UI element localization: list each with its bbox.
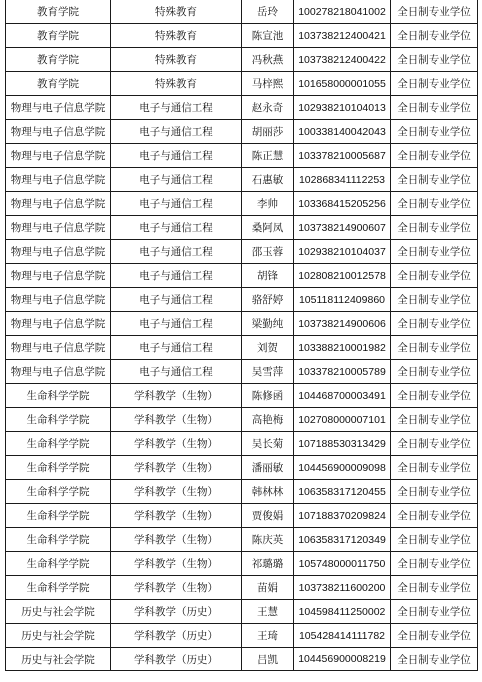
major-cell: 特殊教育 bbox=[111, 72, 242, 96]
table-row bbox=[6, 96, 478, 120]
student-name-cell: 陈宣池 bbox=[242, 24, 294, 48]
student-name-cell: 王琦 bbox=[242, 624, 294, 648]
admission-table-body bbox=[6, 0, 478, 671]
major-cell: 电子与通信工程 bbox=[111, 96, 242, 120]
degree-type-cell: 全日制专业学位 bbox=[391, 504, 478, 528]
admission-table bbox=[5, 0, 478, 671]
college-cell: 生命科学学院 bbox=[6, 456, 111, 480]
major-cell: 学科教学（生物） bbox=[111, 576, 242, 600]
student-name-cell: 冯秋燕 bbox=[242, 48, 294, 72]
degree-type-cell: 全日制专业学位 bbox=[391, 120, 478, 144]
degree-type-cell: 全日制专业学位 bbox=[391, 240, 478, 264]
student-name-cell: 苗娟 bbox=[242, 576, 294, 600]
major-cell: 特殊教育 bbox=[111, 24, 242, 48]
degree-type-cell: 全日制专业学位 bbox=[391, 336, 478, 360]
table-row bbox=[6, 240, 478, 264]
degree-type-cell: 全日制专业学位 bbox=[391, 408, 478, 432]
candidate-id-cell: 103738211600200 bbox=[294, 576, 391, 600]
major-cell: 电子与通信工程 bbox=[111, 264, 242, 288]
candidate-id-cell: 103378210005789 bbox=[294, 360, 391, 384]
degree-type-cell: 全日制专业学位 bbox=[391, 288, 478, 312]
major-cell: 电子与通信工程 bbox=[111, 168, 242, 192]
candidate-id-cell: 104456900009098 bbox=[294, 456, 391, 480]
degree-type-cell: 全日制专业学位 bbox=[391, 624, 478, 648]
candidate-id-cell: 104598411250002 bbox=[294, 600, 391, 624]
college-cell: 物理与电子信息学院 bbox=[6, 240, 111, 264]
table-row bbox=[6, 0, 478, 24]
student-name-cell: 桑阿凤 bbox=[242, 216, 294, 240]
degree-type-cell: 全日制专业学位 bbox=[391, 24, 478, 48]
degree-type-cell: 全日制专业学位 bbox=[391, 168, 478, 192]
college-cell: 物理与电子信息学院 bbox=[6, 264, 111, 288]
table-row bbox=[6, 432, 478, 456]
degree-type-cell: 全日制专业学位 bbox=[391, 384, 478, 408]
college-cell: 历史与社会学院 bbox=[6, 624, 111, 648]
college-cell: 生命科学学院 bbox=[6, 528, 111, 552]
student-name-cell: 陈修函 bbox=[242, 384, 294, 408]
college-cell: 生命科学学院 bbox=[6, 480, 111, 504]
table-row bbox=[6, 24, 478, 48]
table-row bbox=[6, 192, 478, 216]
table-row bbox=[6, 48, 478, 72]
candidate-id-cell: 107188370209824 bbox=[294, 504, 391, 528]
major-cell: 电子与通信工程 bbox=[111, 336, 242, 360]
table-row bbox=[6, 216, 478, 240]
candidate-id-cell: 105118112409860 bbox=[294, 288, 391, 312]
student-name-cell: 祁璐璐 bbox=[242, 552, 294, 576]
student-name-cell: 陈正慧 bbox=[242, 144, 294, 168]
degree-type-cell: 全日制专业学位 bbox=[391, 456, 478, 480]
table-row bbox=[6, 408, 478, 432]
table-row bbox=[6, 120, 478, 144]
candidate-id-cell: 104456900008219 bbox=[294, 648, 391, 671]
candidate-id-cell: 100338140042043 bbox=[294, 120, 391, 144]
table-row bbox=[6, 384, 478, 408]
student-name-cell: 贾俊娟 bbox=[242, 504, 294, 528]
candidate-id-cell: 102938210104037 bbox=[294, 240, 391, 264]
table-row bbox=[6, 360, 478, 384]
candidate-id-cell: 104468700003491 bbox=[294, 384, 391, 408]
major-cell: 学科教学（生物） bbox=[111, 408, 242, 432]
degree-type-cell: 全日制专业学位 bbox=[391, 528, 478, 552]
student-name-cell: 高艳梅 bbox=[242, 408, 294, 432]
college-cell: 物理与电子信息学院 bbox=[6, 312, 111, 336]
degree-type-cell: 全日制专业学位 bbox=[391, 480, 478, 504]
candidate-id-cell: 102708000007101 bbox=[294, 408, 391, 432]
major-cell: 电子与通信工程 bbox=[111, 192, 242, 216]
candidate-id-cell: 103738214900607 bbox=[294, 216, 391, 240]
candidate-id-cell: 102808210012578 bbox=[294, 264, 391, 288]
table-row bbox=[6, 624, 478, 648]
major-cell: 电子与通信工程 bbox=[111, 312, 242, 336]
degree-type-cell: 全日制专业学位 bbox=[391, 360, 478, 384]
major-cell: 学科教学（历史） bbox=[111, 600, 242, 624]
college-cell: 历史与社会学院 bbox=[6, 600, 111, 624]
college-cell: 物理与电子信息学院 bbox=[6, 168, 111, 192]
major-cell: 学科教学（历史） bbox=[111, 624, 242, 648]
major-cell: 特殊教育 bbox=[111, 0, 242, 24]
college-cell: 物理与电子信息学院 bbox=[6, 144, 111, 168]
student-name-cell: 岳玲 bbox=[242, 0, 294, 24]
table-row bbox=[6, 480, 478, 504]
candidate-id-cell: 101658000001055 bbox=[294, 72, 391, 96]
college-cell: 历史与社会学院 bbox=[6, 648, 111, 671]
table-row bbox=[6, 528, 478, 552]
degree-type-cell: 全日制专业学位 bbox=[391, 144, 478, 168]
major-cell: 学科教学（生物） bbox=[111, 528, 242, 552]
college-cell: 生命科学学院 bbox=[6, 504, 111, 528]
student-name-cell: 马梓熙 bbox=[242, 72, 294, 96]
table-row bbox=[6, 552, 478, 576]
major-cell: 电子与通信工程 bbox=[111, 360, 242, 384]
candidate-id-cell: 103738214900606 bbox=[294, 312, 391, 336]
candidate-id-cell: 106358317120455 bbox=[294, 480, 391, 504]
college-cell: 物理与电子信息学院 bbox=[6, 192, 111, 216]
candidate-id-cell: 105428414111782 bbox=[294, 624, 391, 648]
degree-type-cell: 全日制专业学位 bbox=[391, 432, 478, 456]
candidate-id-cell: 103378210005687 bbox=[294, 144, 391, 168]
table-row bbox=[6, 504, 478, 528]
student-name-cell: 骆舒婷 bbox=[242, 288, 294, 312]
major-cell: 学科教学（生物） bbox=[111, 504, 242, 528]
table-row bbox=[6, 576, 478, 600]
college-cell: 生命科学学院 bbox=[6, 432, 111, 456]
major-cell: 电子与通信工程 bbox=[111, 144, 242, 168]
degree-type-cell: 全日制专业学位 bbox=[391, 216, 478, 240]
major-cell: 电子与通信工程 bbox=[111, 240, 242, 264]
college-cell: 物理与电子信息学院 bbox=[6, 216, 111, 240]
major-cell: 电子与通信工程 bbox=[111, 288, 242, 312]
student-name-cell: 梁勤纯 bbox=[242, 312, 294, 336]
table-row bbox=[6, 72, 478, 96]
table-row bbox=[6, 144, 478, 168]
degree-type-cell: 全日制专业学位 bbox=[391, 600, 478, 624]
college-cell: 生命科学学院 bbox=[6, 552, 111, 576]
student-name-cell: 吴长菊 bbox=[242, 432, 294, 456]
degree-type-cell: 全日制专业学位 bbox=[391, 48, 478, 72]
student-name-cell: 韩林林 bbox=[242, 480, 294, 504]
college-cell: 物理与电子信息学院 bbox=[6, 120, 111, 144]
degree-type-cell: 全日制专业学位 bbox=[391, 552, 478, 576]
degree-type-cell: 全日制专业学位 bbox=[391, 264, 478, 288]
major-cell: 学科教学（生物） bbox=[111, 384, 242, 408]
student-name-cell: 潘丽敏 bbox=[242, 456, 294, 480]
candidate-id-cell: 100278218041002 bbox=[294, 0, 391, 24]
major-cell: 学科教学（生物） bbox=[111, 552, 242, 576]
college-cell: 物理与电子信息学院 bbox=[6, 288, 111, 312]
college-cell: 生命科学学院 bbox=[6, 384, 111, 408]
table-row bbox=[6, 336, 478, 360]
candidate-id-cell: 107188530313429 bbox=[294, 432, 391, 456]
candidate-id-cell: 102938210104013 bbox=[294, 96, 391, 120]
major-cell: 学科教学（生物） bbox=[111, 432, 242, 456]
degree-type-cell: 全日制专业学位 bbox=[391, 96, 478, 120]
candidate-id-cell: 105748000011750 bbox=[294, 552, 391, 576]
table-row bbox=[6, 648, 478, 671]
student-name-cell: 刘贺 bbox=[242, 336, 294, 360]
student-name-cell: 胡锋 bbox=[242, 264, 294, 288]
college-cell: 生命科学学院 bbox=[6, 576, 111, 600]
college-cell: 教育学院 bbox=[6, 24, 111, 48]
degree-type-cell: 全日制专业学位 bbox=[391, 0, 478, 24]
major-cell: 学科教学（生物） bbox=[111, 480, 242, 504]
college-cell: 物理与电子信息学院 bbox=[6, 96, 111, 120]
college-cell: 教育学院 bbox=[6, 72, 111, 96]
degree-type-cell: 全日制专业学位 bbox=[391, 312, 478, 336]
college-cell: 生命科学学院 bbox=[6, 408, 111, 432]
candidate-id-cell: 103368415205256 bbox=[294, 192, 391, 216]
table-row bbox=[6, 600, 478, 624]
student-name-cell: 王慧 bbox=[242, 600, 294, 624]
table-row bbox=[6, 264, 478, 288]
major-cell: 学科教学（历史） bbox=[111, 648, 242, 671]
table-row bbox=[6, 168, 478, 192]
candidate-id-cell: 102868341112253 bbox=[294, 168, 391, 192]
degree-type-cell: 全日制专业学位 bbox=[391, 576, 478, 600]
student-name-cell: 石惠敏 bbox=[242, 168, 294, 192]
candidate-id-cell: 103738212400422 bbox=[294, 48, 391, 72]
student-name-cell: 吕凯 bbox=[242, 648, 294, 671]
degree-type-cell: 全日制专业学位 bbox=[391, 72, 478, 96]
student-name-cell: 胡丽莎 bbox=[242, 120, 294, 144]
student-name-cell: 李帅 bbox=[242, 192, 294, 216]
student-name-cell: 邵玉蓉 bbox=[242, 240, 294, 264]
major-cell: 电子与通信工程 bbox=[111, 120, 242, 144]
candidate-id-cell: 106358317120349 bbox=[294, 528, 391, 552]
college-cell: 教育学院 bbox=[6, 48, 111, 72]
college-cell: 物理与电子信息学院 bbox=[6, 360, 111, 384]
major-cell: 学科教学（生物） bbox=[111, 456, 242, 480]
table-row bbox=[6, 456, 478, 480]
degree-type-cell: 全日制专业学位 bbox=[391, 192, 478, 216]
table-row bbox=[6, 312, 478, 336]
major-cell: 电子与通信工程 bbox=[111, 216, 242, 240]
college-cell: 教育学院 bbox=[6, 0, 111, 24]
student-name-cell: 赵永奇 bbox=[242, 96, 294, 120]
candidate-id-cell: 103738212400421 bbox=[294, 24, 391, 48]
major-cell: 特殊教育 bbox=[111, 48, 242, 72]
student-name-cell: 陈庆英 bbox=[242, 528, 294, 552]
student-name-cell: 吴雪萍 bbox=[242, 360, 294, 384]
table-row bbox=[6, 288, 478, 312]
degree-type-cell: 全日制专业学位 bbox=[391, 648, 478, 671]
candidate-id-cell: 103388210001982 bbox=[294, 336, 391, 360]
college-cell: 物理与电子信息学院 bbox=[6, 336, 111, 360]
